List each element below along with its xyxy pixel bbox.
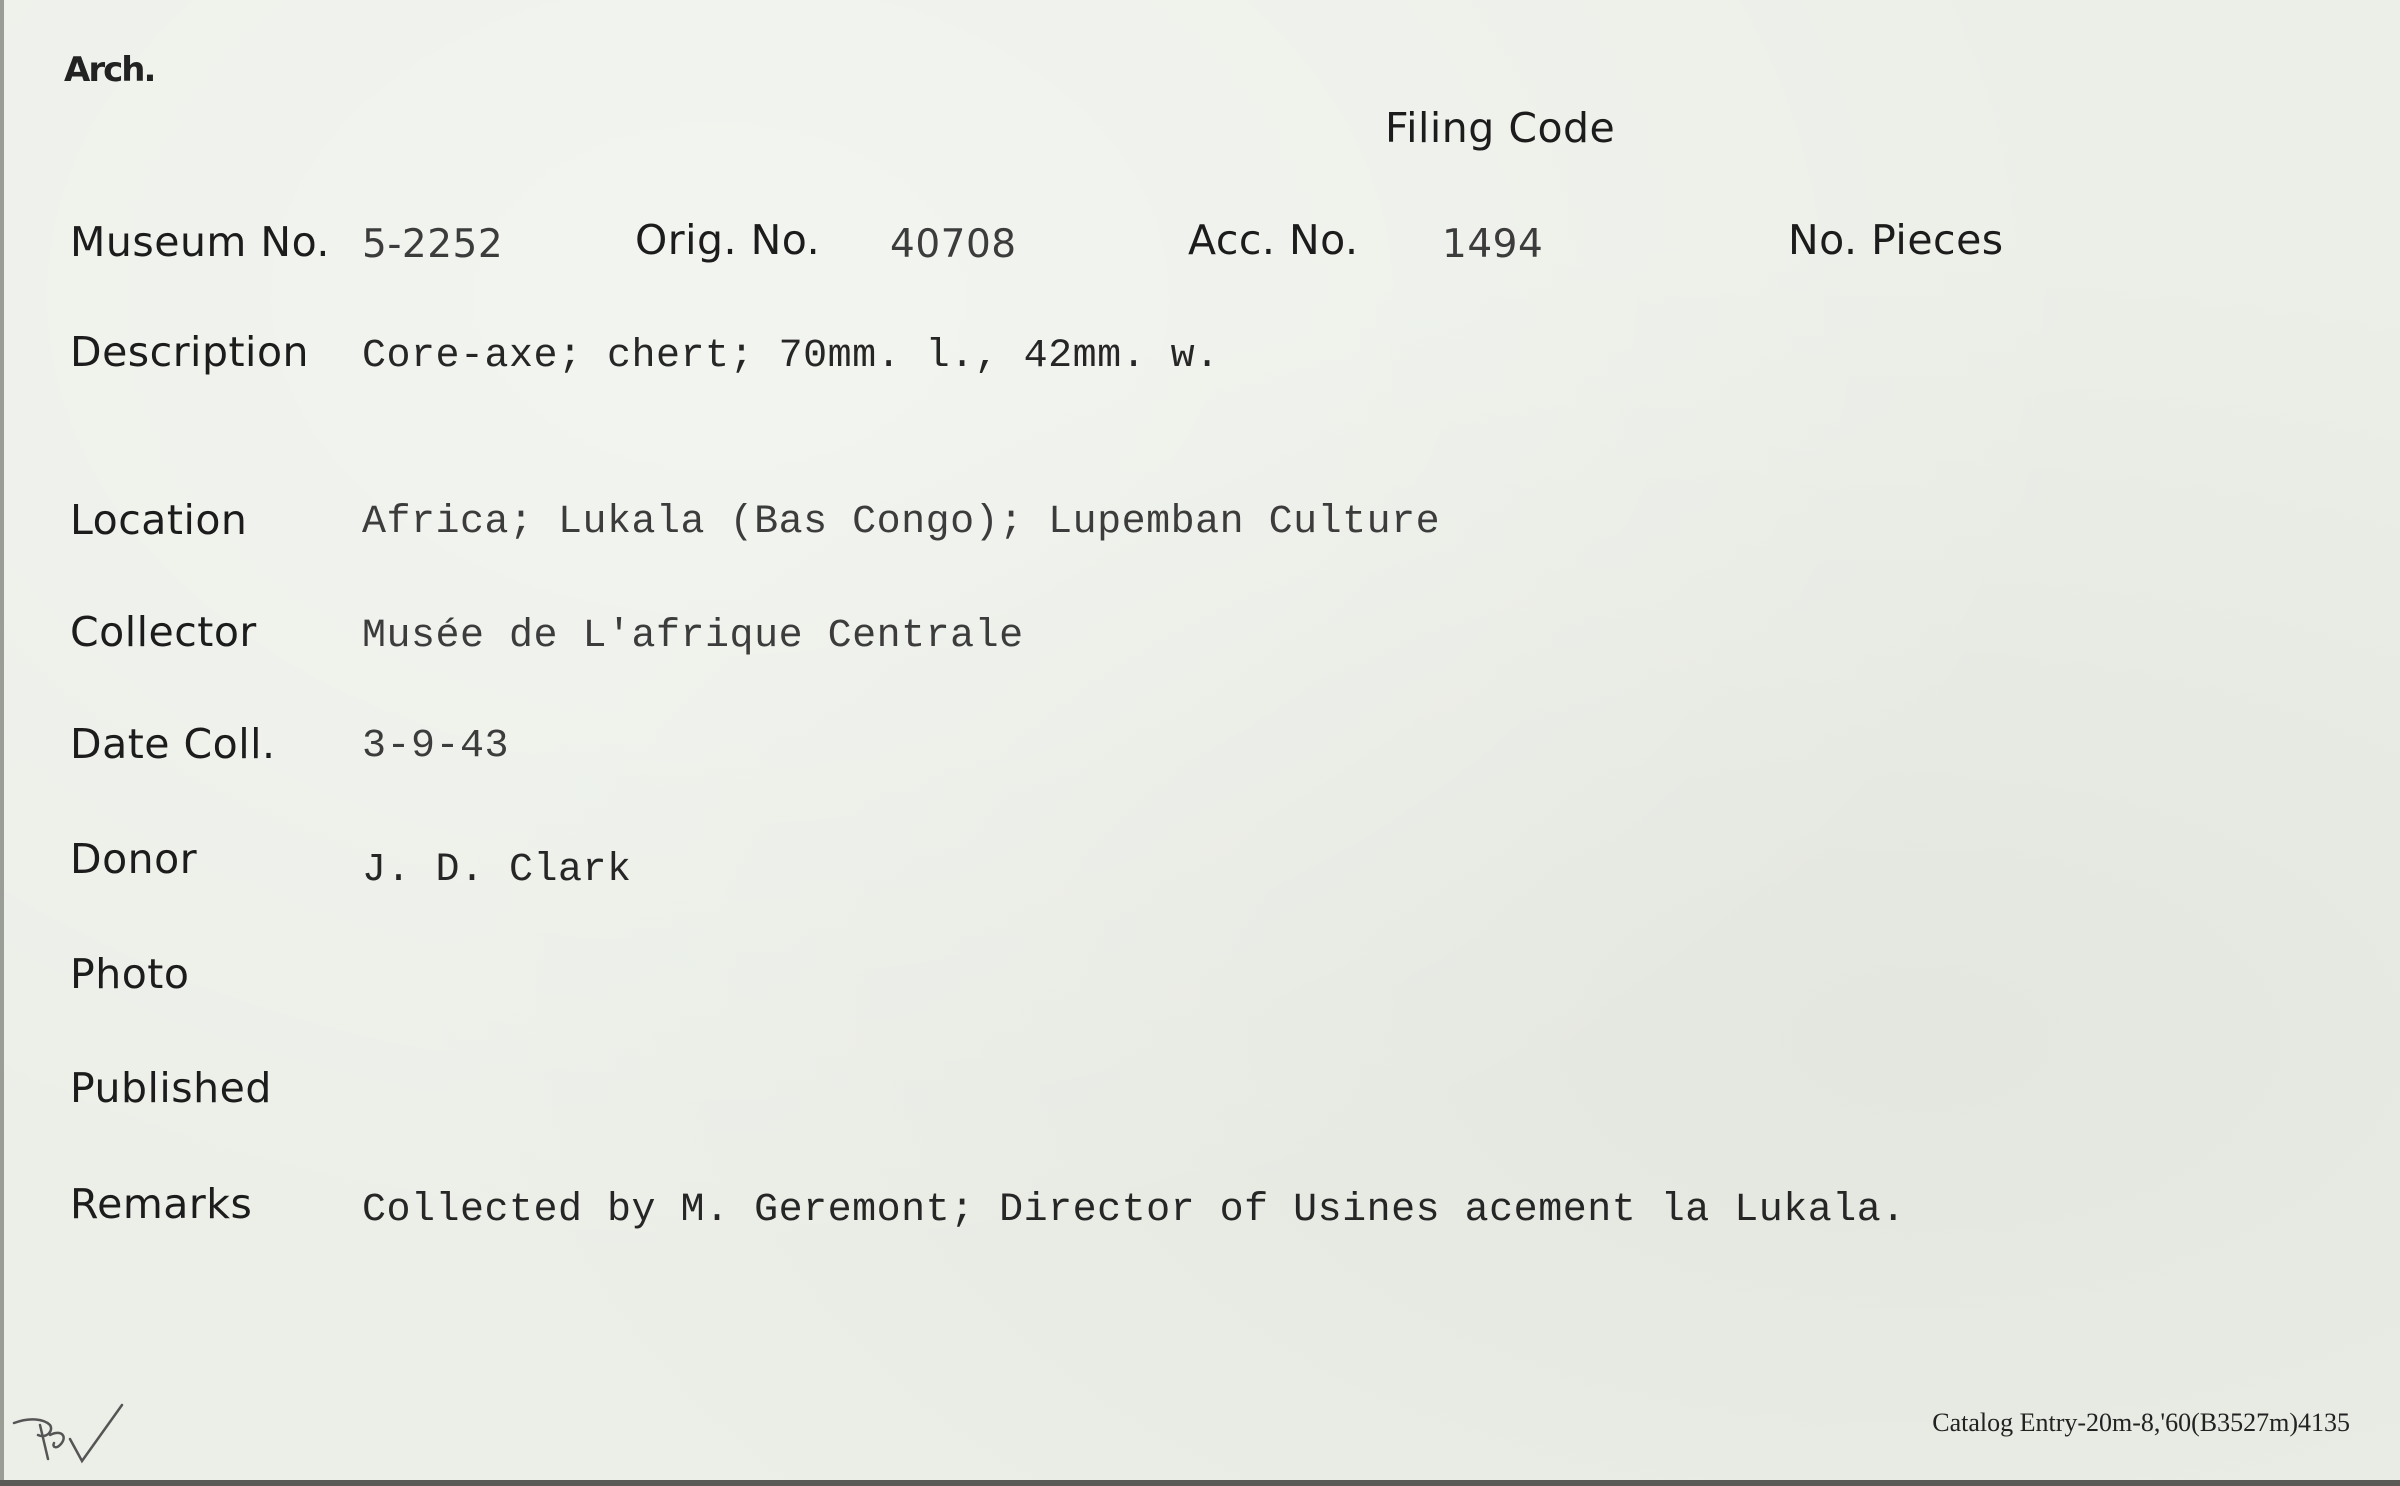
- department-mark: Arch.: [64, 50, 155, 90]
- collector-label: Collector: [70, 608, 257, 656]
- date-coll-value: 3-9-43: [362, 724, 510, 769]
- orig-no-label: Orig. No.: [635, 216, 821, 264]
- collector-value: Musée de L'afrique Centrale: [362, 614, 1024, 659]
- remarks-value: Collected by M. Geremont; Director of Usines acement la Lukala.: [362, 1188, 1906, 1233]
- acc-no-label: Acc. No.: [1188, 216, 1359, 264]
- card-left-edge: [0, 0, 4, 1486]
- donor-label: Donor: [70, 835, 198, 883]
- museum-no-value: 5-2252: [362, 222, 504, 267]
- remarks-label: Remarks: [70, 1180, 253, 1228]
- location-value: Africa; Lukala (Bas Congo); Lupemban Culture: [362, 500, 1441, 545]
- card-bottom-edge: [0, 1480, 2400, 1486]
- no-pieces-label: No. Pieces: [1788, 216, 2004, 264]
- description-label: Description: [70, 328, 310, 376]
- orig-no-value: 40708: [890, 222, 1017, 267]
- description-value: Core-axe; chert; 70mm. l., 42mm. w.: [362, 334, 1220, 379]
- acc-no-value: 1494: [1442, 222, 1544, 267]
- date-coll-label: Date Coll.: [70, 720, 276, 768]
- donor-value: J. D. Clark: [362, 848, 632, 893]
- museum-no-label: Museum No.: [70, 218, 330, 266]
- handwritten-initials-mark: [10, 1395, 130, 1475]
- published-label: Published: [70, 1064, 272, 1112]
- catalog-entry-footer: Catalog Entry-20m-8,'60(B3527m)4135: [1932, 1408, 2350, 1437]
- photo-label: Photo: [70, 950, 190, 998]
- location-label: Location: [70, 496, 248, 544]
- filing-code-label: Filing Code: [1385, 104, 1616, 152]
